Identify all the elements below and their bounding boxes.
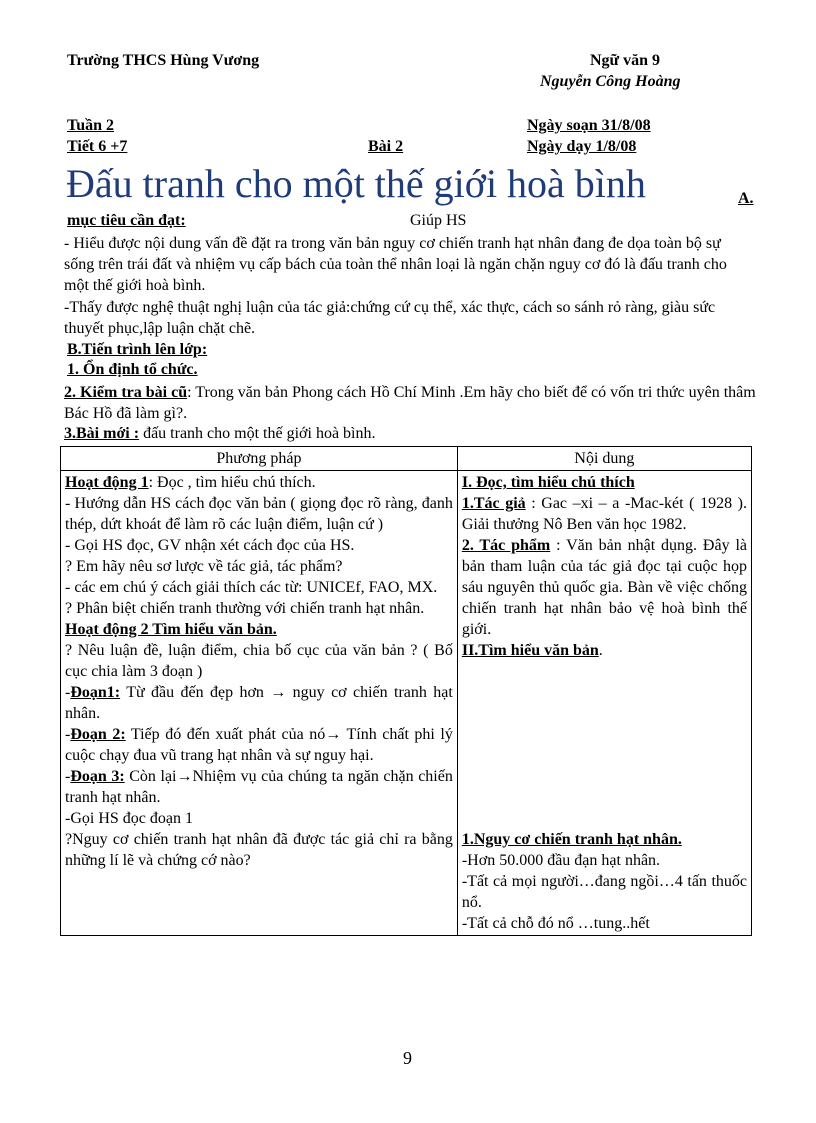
section-1-text: Từ đầu đến đẹp hơn → nguy cơ chiến tranh hạt nhân. <box>65 684 453 722</box>
spacer <box>462 661 747 829</box>
prep-date: Ngày soạn 31/8/08 <box>527 117 651 134</box>
objectives-paragraph-2: -Thấy được nghệ thuật nghị luận của tác giả:chứng cứ cụ thể, xác thực, cách so sánh rỏ ràng, giàu sức thuyết phục,lập luận chặt chẽ. <box>64 299 716 337</box>
content-line: -Hơn 50.000 đầu đạn hạt nhân. <box>461 852 661 869</box>
method-cell: Hoạt động 1: Đọc , tìm hiểu chú thích. - Hướng dẫn HS cách đọc văn bản ( giọng đọc rõ ràng, đanh thép, dứt khoát để làm rõ các luận điểm, luận cứ ) - Gọi HS đọc, GV nhận xét cách đọc của HS. ? Em hãy nêu sơ lược về tác giả, tác phẩm? - các em chú ý cách giải thích các từ: UNICEf, FAO, MX. ? Phân biệt chiến tranh thường với chiến tranh hạt nhân. Hoạt động 2 Tìm hiểu văn bản. ? Nêu luận đề, luận điểm, chia bố cục của văn bản ? ( Bố cục chia làm 3 đoạn ) -Đoạn1: Từ đầu đến đẹp hơn → nguy cơ chiến tranh hạt nhân. -Đoạn 2: Tiếp đó đến xuất phát của nó→ Tính chất phi lý cuộc chạy đua vũ trang hạt nhân và sự nguy hại. -Đoạn 3: Còn lại→Nhiệm vụ của chúng ta ngăn chặn chiến tranh hạt nhân. -Gọi HS đọc đoạn 1 ?Nguy cơ chiến tranh hạt nhân đã được tác giả chỉ ra bằng những lí lẽ và chứng cớ nào? <box>61 471 458 936</box>
week-label: Tuần 2 <box>67 117 114 134</box>
content-section-1: I. Đọc, tìm hiểu chú thích <box>461 474 635 491</box>
content-line: -Tất cả mọi người…đang ngồi…4 tấn thuốc nổ. <box>461 873 747 911</box>
method-line: - Hướng dẫn HS cách đọc văn bản ( giọng đọc rõ ràng, đanh thép, dứt khoát để làm rõ các luận điểm, luận cứ ) <box>65 495 453 533</box>
lesson-table <box>60 446 752 936</box>
work-text: : Văn bản nhật dụng. Đây là bản tham luận của tác giả đọc tại cuộc họp sáu nguyên thủ quốc gia. Bàn về việc chống chiến tranh hạt nhân bảo vệ hoà bình thế giới. <box>461 537 747 638</box>
content-section-2: II.Tìm hiểu văn bản <box>461 642 599 659</box>
content-subsection-1: 1.Nguy cơ chiến tranh hạt nhân. <box>461 831 682 848</box>
author-label: 1.Tác giả <box>461 495 526 512</box>
section-3-text: Còn lại→Nhiệm vụ của chúng ta ngăn chặn chiến tranh hạt nhân. <box>65 768 453 806</box>
column-header-method: Phương pháp <box>61 447 458 471</box>
method-line: -Gọi HS đọc đoạn 1 <box>65 810 193 827</box>
section-2-text: Tiếp đó đến xuất phát của nó→ Tính chất phi lý cuộc chạy đua vũ trang hạt nhân và sự nguy hại. <box>65 726 453 764</box>
title-suffix: A. <box>738 190 754 207</box>
teach-date: Ngày dạy 1/8/08 <box>527 138 637 155</box>
objectives-helper: Giúp HS <box>410 212 467 229</box>
lesson-label: Bài 2 <box>368 138 404 155</box>
activity-2-label: Hoạt động 2 Tìm hiểu văn bản. <box>65 621 277 638</box>
section-2-label: Đoạn 2: <box>70 726 126 743</box>
step-2-text: : Trong văn bản Phong cách Hồ Chí Minh .Em hãy cho biết để có vốn tri thức uyên thâm Bác Hồ đã làm gì?. <box>64 384 756 422</box>
step-1: 1. Ổn định tổ chức. <box>67 361 198 378</box>
method-line: ? Nêu luận đề, luận điểm, chia bố cục của văn bản ? ( Bố cục chia làm 3 đoạn ) <box>65 642 453 680</box>
school-name: Trường THCS Hùng Vương <box>67 52 260 69</box>
method-line: ? Em hãy nêu sơ lược về tác giả, tác phẩm? <box>65 558 343 575</box>
content-line: -Tất cả chỗ đó nổ …tung..hết <box>461 915 650 932</box>
page-title: Đấu tranh cho một thế giới hoà bình <box>66 161 646 206</box>
step-2-label: 2. Kiểm tra bài cũ <box>64 384 188 401</box>
author-text: : Gac –xi – a -Mac-két ( 1928 ). Giải thưởng Nô Ben văn học 1982. <box>461 495 747 533</box>
step-3-label: 3.Bài mới : <box>64 425 140 442</box>
objectives-heading: mục tiêu cần đạt: <box>67 212 186 229</box>
subject-label: Ngữ văn 9 <box>590 52 661 69</box>
step-3-text: đấu tranh cho một thế giới hoà bình. <box>139 425 376 442</box>
objectives-paragraph-1: - Hiểu được nội dung vấn đề đặt ra trong văn bản nguy cơ chiến tranh hạt nhân đang đe dọa toàn bộ sự sống trên trái đất và nhiệm vụ cấp bách của toàn thể nhân loại là ngăn chặn nguy cơ đó là đấu tranh cho một thế giới hoà bình. <box>64 235 727 294</box>
teacher-name: Nguyễn Công Hoàng <box>540 73 681 90</box>
method-line: - Gọi HS đọc, GV nhận xét cách đọc của HS. <box>65 537 355 554</box>
section-1-label: Đoạn1: <box>70 684 121 701</box>
period-label: Tiết 6 +7 <box>67 138 128 155</box>
content-cell <box>457 471 751 936</box>
method-line: - các em chú ý cách giải thích các từ: UNICEf, FAO, MX. <box>65 579 438 596</box>
step-3 <box>64 425 376 443</box>
step-2 <box>64 382 756 424</box>
section-2-period: . <box>598 642 603 659</box>
method-line: ?Nguy cơ chiến tranh hạt nhân đã được tác giả chỉ ra bằng những lí lẽ và chứng cớ nào? <box>65 831 453 869</box>
procedure-heading: B.Tiến trình lên lớp: <box>67 341 208 358</box>
work-label: 2. Tác phẩm <box>461 537 551 554</box>
method-line: ? Phân biệt chiến tranh thường với chiến tranh hạt nhân. <box>65 600 425 617</box>
section-3-label: Đoạn 3: <box>70 768 125 785</box>
activity-1-text: : Đọc , tìm hiểu chú thích. <box>148 474 316 491</box>
activity-1-label: Hoạt động 1 <box>65 474 149 491</box>
column-header-content: Nội dung <box>457 447 751 471</box>
page-number: 9 <box>403 1048 412 1068</box>
